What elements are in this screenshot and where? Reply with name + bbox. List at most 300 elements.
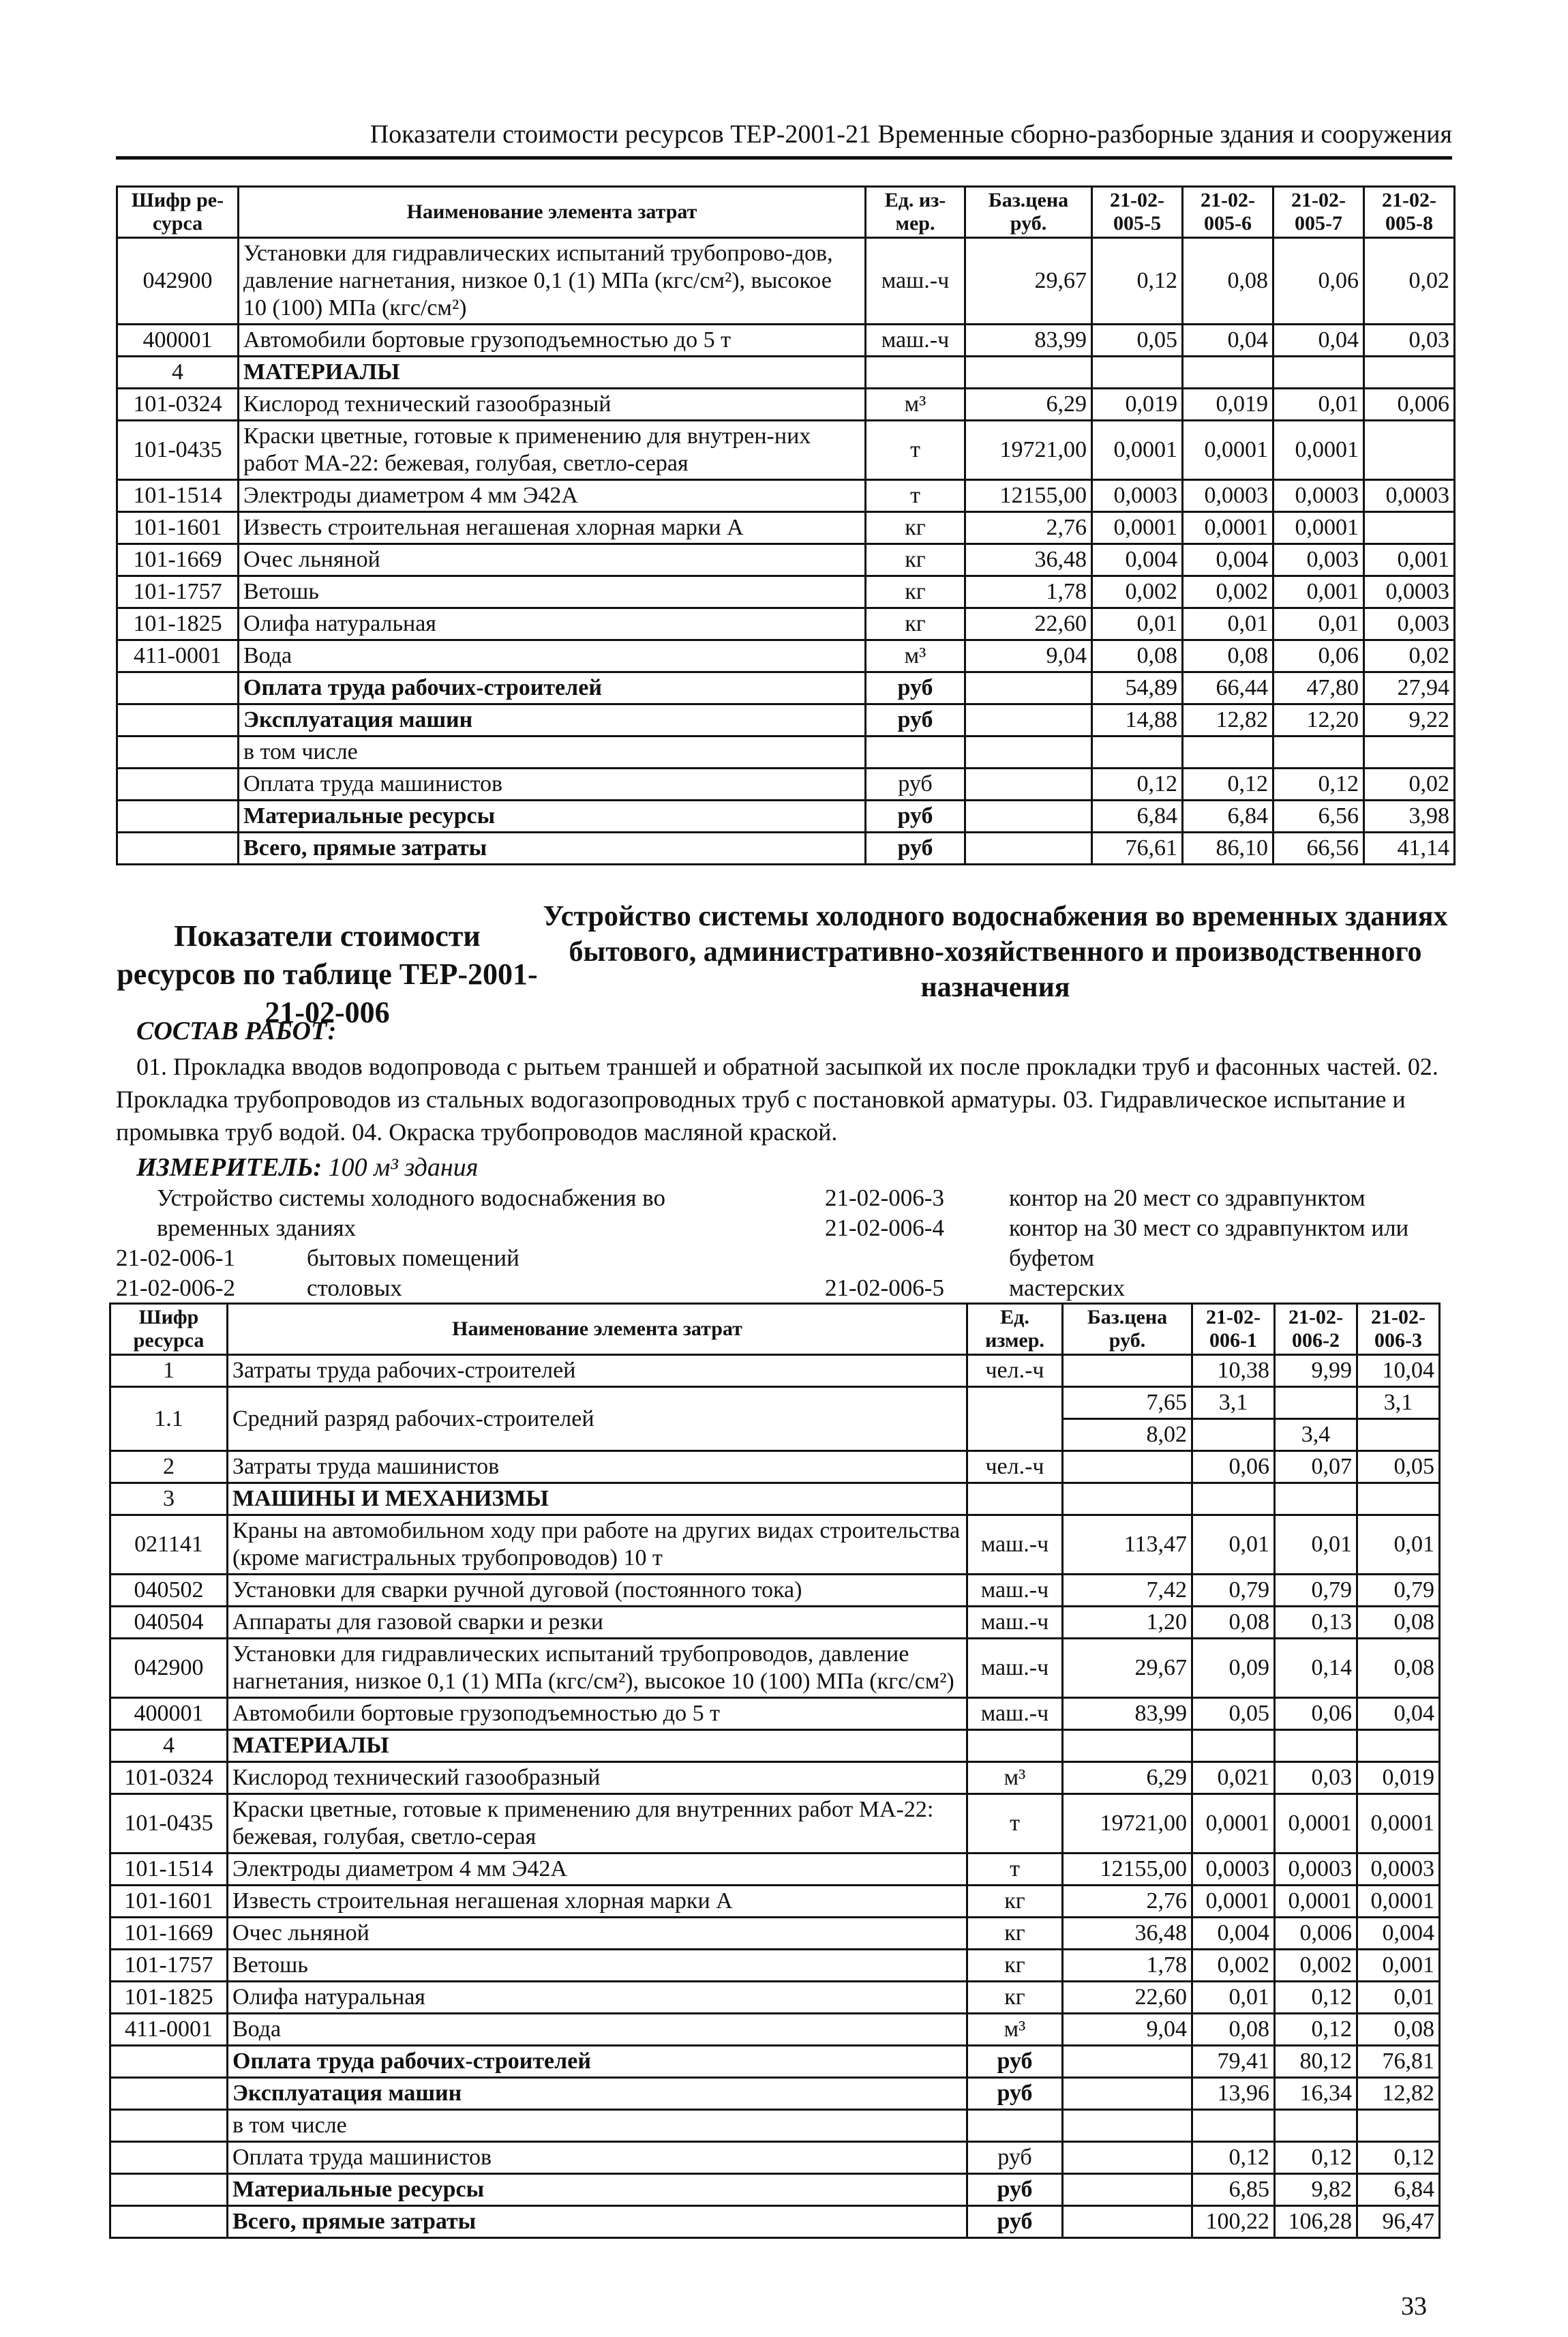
totals-row bbox=[117, 704, 1455, 736]
value-cell: 0,06 bbox=[1273, 238, 1364, 325]
table-row bbox=[110, 1575, 1440, 1607]
price-cell: 19721,00 bbox=[1063, 1794, 1192, 1854]
value-cell: 3,98 bbox=[1364, 801, 1455, 833]
empty-cell bbox=[1063, 2110, 1192, 2142]
value-cell: 0,04 bbox=[1183, 325, 1273, 357]
table-row bbox=[110, 1854, 1440, 1886]
resource-name: Ветошь bbox=[239, 576, 866, 608]
value-cell: 0,0001 bbox=[1275, 1794, 1357, 1854]
resource-name: Краски цветные, готовые к применению для внутренних работ МА-22: бежевая, голубая, светло-серая bbox=[228, 1794, 967, 1854]
empty-cell bbox=[965, 736, 1092, 769]
empty-cell bbox=[965, 672, 1092, 704]
value-cell: 0,02 bbox=[1364, 238, 1455, 325]
price-cell: 1,78 bbox=[965, 576, 1092, 608]
empty-cell bbox=[1063, 2142, 1192, 2174]
resource-code: 101-1757 bbox=[110, 1950, 228, 1982]
value-cell: 6,84 bbox=[1357, 2174, 1440, 2206]
totals-row bbox=[110, 2174, 1440, 2206]
value-cell: 0,0003 bbox=[1183, 480, 1273, 512]
value-cell: 10,38 bbox=[1192, 1355, 1275, 1387]
table-row bbox=[117, 608, 1455, 640]
unit-cell: м³ bbox=[967, 1762, 1063, 1794]
value-cell: 0,004 bbox=[1092, 544, 1183, 576]
totals-row bbox=[117, 672, 1455, 704]
unit-cell: м³ bbox=[866, 640, 965, 672]
totals-row bbox=[110, 2142, 1440, 2174]
unit-cell: кг bbox=[866, 544, 965, 576]
col-header-v1: 21-02-005-5 bbox=[1092, 187, 1183, 238]
resource-name: Электроды диаметром 4 мм Э42А bbox=[239, 480, 866, 512]
resource-name: Очес льняной bbox=[228, 1918, 967, 1950]
value-cell: 0,0003 bbox=[1092, 480, 1183, 512]
unit-cell: т bbox=[967, 1854, 1063, 1886]
value-cell bbox=[1192, 1730, 1275, 1762]
value-cell: 0,12 bbox=[1357, 2142, 1440, 2174]
col-header-code: Шифр ре-сурса bbox=[117, 187, 239, 238]
resource-name: Краны на автомобильном ходу при работе на других видах строительства (кроме магистральных трубопроводов) 10 т bbox=[228, 1515, 967, 1575]
price-cell: 22,60 bbox=[1063, 1982, 1192, 2014]
value-cell: 0,12 bbox=[1273, 769, 1364, 801]
resource-code: 101-1669 bbox=[110, 1918, 228, 1950]
col-header-v2: 21-02-005-6 bbox=[1183, 187, 1273, 238]
value-cell: 0,02 bbox=[1364, 640, 1455, 672]
table-row bbox=[117, 357, 1455, 389]
value-cell: 0,01 bbox=[1275, 1515, 1357, 1575]
table-row bbox=[117, 325, 1455, 357]
price-cell bbox=[1063, 1355, 1192, 1387]
unit-cell: маш.-ч bbox=[967, 1575, 1063, 1607]
empty-cell bbox=[117, 769, 239, 801]
value-cell: 0,01 bbox=[1192, 1515, 1275, 1575]
resource-name: МАШИНЫ И МЕХАНИЗМЫ bbox=[228, 1483, 967, 1515]
value-cell: 9,22 bbox=[1364, 704, 1455, 736]
table-row bbox=[117, 544, 1455, 576]
price-cell bbox=[1063, 1483, 1192, 1515]
value-cell: 0,019 bbox=[1357, 1762, 1440, 1794]
value-cell bbox=[1275, 1730, 1357, 1762]
empty-cell bbox=[110, 2110, 228, 2142]
value-cell: 0,03 bbox=[1275, 1762, 1357, 1794]
empty-cell bbox=[965, 704, 1092, 736]
desc-text-3: контор на 20 мест со здравпунктом bbox=[1009, 1185, 1366, 1211]
unit-cell: т bbox=[866, 421, 965, 480]
table-row bbox=[110, 1698, 1440, 1730]
empty-cell bbox=[1357, 1419, 1440, 1451]
value-cell: 0,12 bbox=[1092, 238, 1183, 325]
value-cell: 0,79 bbox=[1275, 1575, 1357, 1607]
value-cell: 0,08 bbox=[1183, 238, 1273, 325]
value-cell: 0,0003 bbox=[1273, 480, 1364, 512]
resource-code: 101-1669 bbox=[117, 544, 239, 576]
value-cell: 0,021 bbox=[1192, 1762, 1275, 1794]
value-cell: 0,06 bbox=[1273, 640, 1364, 672]
empty-cell bbox=[110, 2142, 228, 2174]
resource-code: 101-0324 bbox=[117, 389, 239, 421]
desc-text-1: бытовых помещений bbox=[307, 1245, 519, 1271]
resource-code: 101-0435 bbox=[110, 1794, 228, 1854]
value-cell: 0,01 bbox=[1357, 1515, 1440, 1575]
unit-cell: руб bbox=[967, 2142, 1063, 2174]
value-cell: 0,02 bbox=[1364, 769, 1455, 801]
resource-code: 4 bbox=[117, 357, 239, 389]
empty-cell bbox=[965, 833, 1092, 865]
page-number: 33 bbox=[1401, 2292, 1427, 2321]
empty-cell bbox=[110, 2206, 228, 2238]
value-cell: 0,002 bbox=[1192, 1950, 1275, 1982]
value-cell: 0,01 bbox=[1092, 608, 1183, 640]
empty-cell bbox=[1063, 2206, 1192, 2238]
meter-line bbox=[136, 1152, 478, 1182]
col-header-v4: 21-02-005-8 bbox=[1364, 187, 1455, 238]
value-cell: 0,0003 bbox=[1192, 1854, 1275, 1886]
resource-table-005 bbox=[116, 185, 1456, 865]
value-cell: 0,0001 bbox=[1357, 1794, 1440, 1854]
value-cell: 66,56 bbox=[1273, 833, 1364, 865]
value-cell: 3,1 bbox=[1357, 1387, 1440, 1419]
value-cell: 76,81 bbox=[1357, 2046, 1440, 2078]
resource-code: 101-0324 bbox=[110, 1762, 228, 1794]
unit-cell: руб bbox=[866, 801, 965, 833]
empty-cell bbox=[117, 833, 239, 865]
totals-row bbox=[117, 769, 1455, 801]
desc-text-4: контор на 30 мест со здравпунктом или буфетом bbox=[1009, 1215, 1409, 1271]
resource-code: 101-1514 bbox=[117, 480, 239, 512]
value-cell: 0,06 bbox=[1275, 1698, 1357, 1730]
value-cell bbox=[1275, 1483, 1357, 1515]
value-cell: 0,002 bbox=[1092, 576, 1183, 608]
totals-row bbox=[117, 736, 1455, 769]
value-cell: 0,003 bbox=[1273, 544, 1364, 576]
total-name: Всего, прямые затраты bbox=[228, 2206, 967, 2238]
value-cell: 0,0001 bbox=[1273, 421, 1364, 480]
unit-cell: м³ bbox=[967, 2014, 1063, 2046]
value-cell: 9,82 bbox=[1275, 2174, 1357, 2206]
resource-name: МАТЕРИАЛЫ bbox=[228, 1730, 967, 1762]
table-row bbox=[117, 512, 1455, 544]
work-heading: СОСТАВ РАБОТ: bbox=[136, 1017, 337, 1045]
value-cell: 16,34 bbox=[1275, 2078, 1357, 2110]
value-cell: 0,13 bbox=[1275, 1607, 1357, 1639]
resource-name: Затраты труда рабочих-строителей bbox=[228, 1355, 967, 1387]
section-right-title: Устройство системы холодного водоснабжения во временных зданиях бытового, административно-хозяйственного и производственного назначения bbox=[543, 901, 1448, 1003]
total-name: Материальные ресурсы bbox=[239, 801, 866, 833]
value-cell: 0,002 bbox=[1183, 576, 1273, 608]
resource-name: Затраты труда машинистов bbox=[228, 1451, 967, 1483]
value-cell: 0,0001 bbox=[1183, 421, 1273, 480]
price-cell: 6,29 bbox=[965, 389, 1092, 421]
value-cell: 100,22 bbox=[1192, 2206, 1275, 2238]
value-cell: 0,08 bbox=[1357, 1639, 1440, 1698]
value-cell: 0,0001 bbox=[1357, 1886, 1440, 1918]
col-header-price: Баз.цена руб. bbox=[965, 187, 1092, 238]
value-cell: 66,44 bbox=[1183, 672, 1273, 704]
value-cell: 6,84 bbox=[1183, 801, 1273, 833]
total-name: Всего, прямые затраты bbox=[239, 833, 866, 865]
empty-cell bbox=[1063, 2078, 1192, 2110]
price-cell: 12155,00 bbox=[965, 480, 1092, 512]
value-cell: 0,003 bbox=[1364, 608, 1455, 640]
value-cell: 0,001 bbox=[1364, 544, 1455, 576]
value-cell: 86,10 bbox=[1183, 833, 1273, 865]
unit-cell: т bbox=[967, 1794, 1063, 1854]
total-name: Материальные ресурсы bbox=[228, 2174, 967, 2206]
price-cell: 1,20 bbox=[1063, 1607, 1192, 1639]
value-cell bbox=[1273, 357, 1364, 389]
empty-cell bbox=[1275, 1387, 1357, 1419]
unit-cell bbox=[967, 2110, 1063, 2142]
value-cell bbox=[1364, 512, 1455, 544]
value-cell: 0,12 bbox=[1192, 2142, 1275, 2174]
unit-cell: руб bbox=[866, 672, 965, 704]
price-cell: 1,78 bbox=[1063, 1950, 1192, 1982]
col-header-v3: 21-02-005-7 bbox=[1273, 187, 1364, 238]
value-cell: 80,12 bbox=[1275, 2046, 1357, 2078]
resource-name: Ветошь bbox=[228, 1950, 967, 1982]
resource-name: МАТЕРИАЛЫ bbox=[239, 357, 866, 389]
unit-cell: маш.-ч bbox=[967, 1698, 1063, 1730]
total-name: Эксплуатация машин bbox=[239, 704, 866, 736]
value-cell: 47,80 bbox=[1273, 672, 1364, 704]
resource-code: 101-1601 bbox=[110, 1886, 228, 1918]
value-cell: 0,0001 bbox=[1092, 421, 1183, 480]
value-cell: 0,01 bbox=[1192, 1982, 1275, 2014]
unit-cell: руб bbox=[866, 704, 965, 736]
value-cell: 0,12 bbox=[1275, 2142, 1357, 2174]
resource-name: Автомобили бортовые грузоподъемностью до 5 т bbox=[239, 325, 866, 357]
unit-cell: маш.-ч bbox=[967, 1639, 1063, 1698]
empty-cell bbox=[1063, 2174, 1192, 2206]
resource-code: 021141 bbox=[110, 1515, 228, 1575]
table-row bbox=[117, 480, 1455, 512]
unit-cell bbox=[967, 1483, 1063, 1515]
value-cell: 0,79 bbox=[1357, 1575, 1440, 1607]
resource-name: Средний разряд рабочих-строителей bbox=[228, 1387, 967, 1451]
value-cell: 0,001 bbox=[1357, 1950, 1440, 1982]
resource-table-006 bbox=[109, 1303, 1441, 2239]
price-cell: 113,47 bbox=[1063, 1515, 1192, 1575]
value-cell: 0,08 bbox=[1357, 1607, 1440, 1639]
value-cell: 0,01 bbox=[1357, 1982, 1440, 2014]
resource-name: Очес льняной bbox=[239, 544, 866, 576]
resource-name: Установки для сварки ручной дуговой (постоянного тока) bbox=[228, 1575, 967, 1607]
value-cell: 0,06 bbox=[1192, 1451, 1275, 1483]
price-cell bbox=[965, 357, 1092, 389]
resource-code: 411-0001 bbox=[117, 640, 239, 672]
unit-cell: кг bbox=[967, 1886, 1063, 1918]
value-cell: 0,0003 bbox=[1364, 480, 1455, 512]
desc-code-2: 21-02-006-2 bbox=[116, 1275, 235, 1301]
value-cell: 0,08 bbox=[1092, 640, 1183, 672]
value-cell: 96,47 bbox=[1357, 2206, 1440, 2238]
resource-name: Электроды диаметром 4 мм Э42А bbox=[228, 1854, 967, 1886]
value-cell: 0,12 bbox=[1275, 1982, 1357, 2014]
desc-code-4: 21-02-006-4 bbox=[825, 1215, 944, 1241]
resource-code: 1.1 bbox=[110, 1387, 228, 1451]
value-cell: 0,0001 bbox=[1192, 1886, 1275, 1918]
resource-code: 101-1825 bbox=[110, 1982, 228, 2014]
unit-cell: маш.-ч bbox=[866, 325, 965, 357]
value-cell: 0,0001 bbox=[1183, 512, 1273, 544]
table-row bbox=[110, 1639, 1440, 1698]
value-cell: 9,99 bbox=[1275, 1355, 1357, 1387]
unit-cell: маш.-ч bbox=[866, 238, 965, 325]
page-header: Показатели стоимости ресурсов ТЕР-2001-21 Временные сборно-разборные здания и сооружения bbox=[116, 119, 1452, 160]
resource-name: Аппараты для газовой сварки и резки bbox=[228, 1607, 967, 1639]
empty-cell bbox=[110, 2174, 228, 2206]
value-cell: 0,08 bbox=[1183, 640, 1273, 672]
price-cell bbox=[1063, 1451, 1192, 1483]
empty-cell bbox=[965, 801, 1092, 833]
col-header-unit: Ед. из-мер. bbox=[866, 187, 965, 238]
value-cell bbox=[1183, 357, 1273, 389]
value-cell: 79,41 bbox=[1192, 2046, 1275, 2078]
price-cell: 22,60 bbox=[965, 608, 1092, 640]
value-cell: 0,14 bbox=[1275, 1639, 1357, 1698]
value-cell: 0,79 bbox=[1192, 1575, 1275, 1607]
resource-name: Вода bbox=[239, 640, 866, 672]
value-cell bbox=[1364, 357, 1455, 389]
table-row bbox=[110, 1515, 1440, 1575]
resource-name: Кислород технический газообразный bbox=[228, 1762, 967, 1794]
value-cell: 0,0001 bbox=[1192, 1794, 1275, 1854]
value-cell: 0,0001 bbox=[1273, 512, 1364, 544]
value-cell bbox=[1273, 736, 1364, 769]
resource-code: 2 bbox=[110, 1451, 228, 1483]
value-cell: 6,84 bbox=[1092, 801, 1183, 833]
value-cell: 0,002 bbox=[1275, 1950, 1357, 1982]
value-cell: 0,12 bbox=[1275, 2014, 1357, 2046]
total-name: Оплата труда рабочих-строителей bbox=[239, 672, 866, 704]
value-cell: 13,96 bbox=[1192, 2078, 1275, 2110]
value-cell bbox=[1364, 736, 1455, 769]
value-cell bbox=[1275, 2110, 1357, 2142]
value-cell bbox=[1183, 736, 1273, 769]
resource-name: Кислород технический газообразный bbox=[239, 389, 866, 421]
empty-cell bbox=[117, 801, 239, 833]
total-name: Оплата труда машинистов bbox=[239, 769, 866, 801]
empty-cell bbox=[1192, 1419, 1275, 1451]
unit-cell: руб bbox=[866, 833, 965, 865]
table-row bbox=[117, 421, 1455, 480]
unit-cell bbox=[866, 357, 965, 389]
value-cell: 0,12 bbox=[1183, 769, 1273, 801]
unit-cell: чел.-ч bbox=[967, 1451, 1063, 1483]
price-cell: 29,67 bbox=[965, 238, 1092, 325]
value-cell: 0,01 bbox=[1273, 608, 1364, 640]
total-name: Оплата труда машинистов bbox=[228, 2142, 967, 2174]
value-cell: 0,004 bbox=[1357, 1918, 1440, 1950]
resource-name: Известь строительная негашеная хлорная марки А bbox=[239, 512, 866, 544]
value-cell: 0,01 bbox=[1183, 608, 1273, 640]
resource-name: Автомобили бортовые грузоподъемностью до 5 т bbox=[228, 1698, 967, 1730]
desc-code-3: 21-02-006-3 bbox=[825, 1185, 944, 1211]
total-name: в том числе bbox=[239, 736, 866, 769]
resource-code: 4 bbox=[110, 1730, 228, 1762]
resource-name: Установки для гидравлических испытаний трубопроводов, давление нагнетания, низкое 0,1 (1) МПа (кгс/см²), высокое 10 (100) МПа (кгс/см²) bbox=[228, 1639, 967, 1698]
totals-row bbox=[110, 2078, 1440, 2110]
value-cell: 0,006 bbox=[1364, 389, 1455, 421]
col-header-name: Наименование элемента затрат bbox=[239, 187, 866, 238]
value-cell: 0,04 bbox=[1357, 1698, 1440, 1730]
table-row bbox=[110, 1451, 1440, 1483]
unit-cell: кг bbox=[866, 608, 965, 640]
unit-cell: кг bbox=[967, 1950, 1063, 1982]
value-cell: 3,4 bbox=[1275, 1419, 1357, 1451]
unit-cell: маш.-ч bbox=[967, 1515, 1063, 1575]
desc-text-5: мастерских bbox=[1009, 1275, 1126, 1301]
unit-cell: маш.-ч bbox=[967, 1607, 1063, 1639]
value-cell: 0,004 bbox=[1183, 544, 1273, 576]
value-cell bbox=[1357, 2110, 1440, 2142]
value-cell: 0,001 bbox=[1273, 576, 1364, 608]
resource-code: 101-1601 bbox=[117, 512, 239, 544]
unit-cell: т bbox=[866, 480, 965, 512]
value-cell bbox=[1192, 1483, 1275, 1515]
empty-cell bbox=[117, 704, 239, 736]
price-cell: 7,65 bbox=[1063, 1387, 1192, 1419]
table-row bbox=[110, 1730, 1440, 1762]
value-cell: 27,94 bbox=[1364, 672, 1455, 704]
value-cell: 0,0003 bbox=[1275, 1854, 1357, 1886]
price-cell: 7,42 bbox=[1063, 1575, 1192, 1607]
desc-text-2: столовых bbox=[307, 1275, 402, 1301]
price-cell: 36,48 bbox=[1063, 1918, 1192, 1950]
value-cell: 0,05 bbox=[1092, 325, 1183, 357]
resource-code: 040502 bbox=[110, 1575, 228, 1607]
price-cell bbox=[1063, 1730, 1192, 1762]
empty-cell bbox=[110, 2046, 228, 2078]
col-header-unit: Ед. измер. bbox=[967, 1304, 1063, 1355]
table-row bbox=[110, 1607, 1440, 1639]
unit-cell: руб bbox=[967, 2046, 1063, 2078]
price-cell: 19721,00 bbox=[965, 421, 1092, 480]
value-cell bbox=[1357, 1483, 1440, 1515]
unit-cell bbox=[866, 736, 965, 769]
value-cell: 0,0003 bbox=[1364, 576, 1455, 608]
price-cell: 2,76 bbox=[965, 512, 1092, 544]
unit-cell: кг bbox=[866, 576, 965, 608]
resource-name: Краски цветные, готовые к применению для внутрен-них работ МА-22: бежевая, голубая, светло-серая bbox=[239, 421, 866, 480]
table-row bbox=[110, 1950, 1440, 1982]
resource-name: Олифа натуральная bbox=[228, 1982, 967, 2014]
value-cell: 14,88 bbox=[1092, 704, 1183, 736]
col-header-v3: 21-02-006-3 bbox=[1357, 1304, 1440, 1355]
totals-row bbox=[110, 2110, 1440, 2142]
table-row bbox=[110, 1794, 1440, 1854]
totals-row bbox=[110, 2046, 1440, 2078]
price-cell: 2,76 bbox=[1063, 1886, 1192, 1918]
desc-main: Устройство системы холодного водоснабжения во временных зданиях bbox=[157, 1185, 665, 1241]
value-cell: 54,89 bbox=[1092, 672, 1183, 704]
meter-value: 100 м³ здания bbox=[328, 1153, 479, 1182]
price-cell: 83,99 bbox=[965, 325, 1092, 357]
value-cell: 0,0001 bbox=[1275, 1886, 1357, 1918]
resource-name: Олифа натуральная bbox=[239, 608, 866, 640]
totals-row bbox=[117, 833, 1455, 865]
resource-code: 101-1825 bbox=[117, 608, 239, 640]
price-cell: 8,02 bbox=[1063, 1419, 1192, 1451]
value-cell: 41,14 bbox=[1364, 833, 1455, 865]
value-cell: 12,20 bbox=[1273, 704, 1364, 736]
value-cell: 0,04 bbox=[1273, 325, 1364, 357]
value-cell: 6,56 bbox=[1273, 801, 1364, 833]
unit-cell: кг bbox=[967, 1982, 1063, 2014]
table-header-row bbox=[110, 1304, 1440, 1355]
value-cell: 0,05 bbox=[1192, 1698, 1275, 1730]
value-cell: 0,12 bbox=[1092, 769, 1183, 801]
resource-code: 042900 bbox=[117, 238, 239, 325]
table-row bbox=[117, 238, 1455, 325]
